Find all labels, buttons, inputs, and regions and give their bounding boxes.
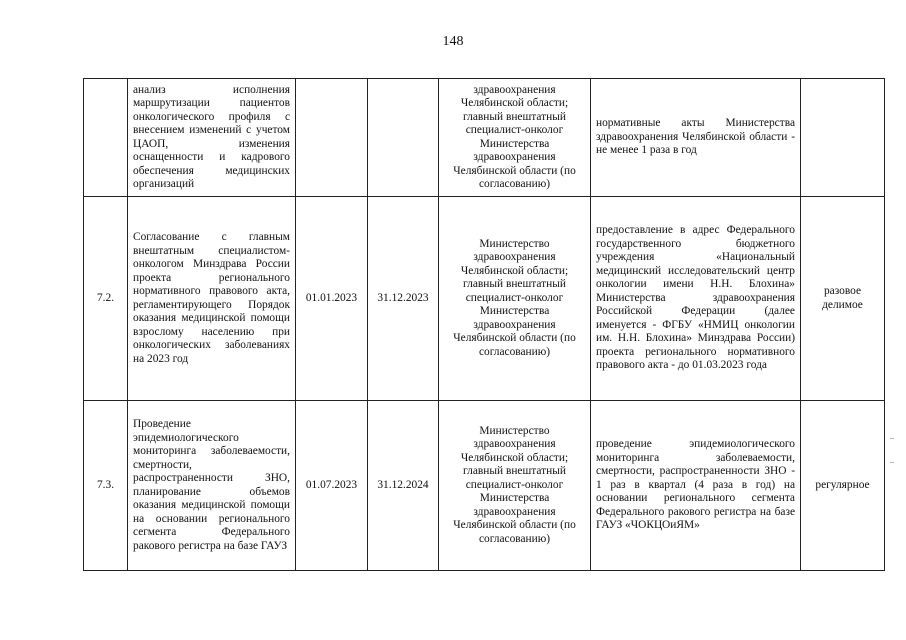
event-type-cell: разовое делимое — [801, 197, 885, 401]
row-number-cell — [84, 79, 128, 197]
start-date-cell — [296, 79, 368, 197]
table-row — [84, 79, 885, 197]
end-date-cell — [368, 79, 439, 197]
table-row — [84, 197, 885, 401]
scan-mark — [890, 438, 894, 439]
start-date-cell: 01.01.2023 — [296, 197, 368, 401]
responsible-cell: Министерство здравоохранения Челябинской области; главный внештатный специалист-онколог Министерства здравоохранения Челябинской области (по согласованию) — [439, 197, 591, 401]
page-number: 148 — [442, 34, 464, 49]
end-date-cell: 31.12.2023 — [368, 197, 439, 401]
activity-table — [83, 78, 885, 571]
work-description-cell: Проведение эпидемиологического мониторинга заболеваемости, смертности, распространенности ЗНО, планирование объемов оказания медицинской помощи на основании регионального сегмента Федерального ракового регистра на базе ГАУЗ — [128, 401, 296, 571]
result-cell: предоставление в адрес Федерального государственного бюджетного учреждения «Национальный медицинский исследовательский центр онкологии имени Н.Н. Блохина» Министерства здравоохранения Российской Федерации (далее именуется - ФГБУ «НМИЦ онкологии им. Н.Н. Блохина» Минздрава России) проекта регионального нормативного правового акта - до 01.03.2023 года — [591, 197, 801, 401]
work-description-cell: анализ исполнения маршрутизации пациентов онкологического профиля с внесением изменений с учетом ЦАОП, изменения оснащенности и кадрового обеспечения медицинских организаций — [128, 79, 296, 197]
end-date-cell: 31.12.2024 — [368, 401, 439, 571]
result-cell: нормативные акты Министерства здравоохранения Челябинской области - не менее 1 раза в год — [591, 79, 801, 197]
row-number-cell: 7.2. — [84, 197, 128, 401]
event-type-cell: регулярное — [801, 401, 885, 571]
responsible-cell: здравоохранения Челябинской области; главный внештатный специалист-онколог Министерства здравоохранения Челябинской области (по согласованию) — [439, 79, 591, 197]
work-description-cell: Согласование с главным внештатным специалистом-онкологом Минздрава России проекта регионального нормативного правового акта, регламентирующего Порядок оказания медицинской помощи взрослому населению при онкологических заболеваниях на 2023 год — [128, 197, 296, 401]
result-cell: проведение эпидемиологического мониторинга заболеваемости, смертности, распространенности ЗНО - 1 раз в квартал (4 раза в год) на основании регионального сегмента Федерального ракового регистра на базе ГАУЗ «ЧОКЦОиЯМ» — [591, 401, 801, 571]
responsible-cell: Министерство здравоохранения Челябинской области; главный внештатный специалист-онколог Министерства здравоохранения Челябинской области (по согласованию) — [439, 401, 591, 571]
event-type-cell — [801, 79, 885, 197]
table-row — [84, 401, 885, 571]
row-number-cell: 7.3. — [84, 401, 128, 571]
start-date-cell: 01.07.2023 — [296, 401, 368, 571]
scan-mark — [890, 462, 894, 463]
